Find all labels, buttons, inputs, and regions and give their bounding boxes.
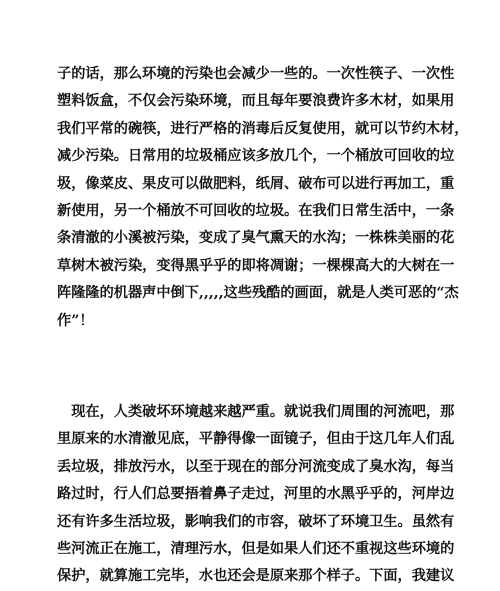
text-line: 保护，就算施工完毕，水也还会是原来那个样子。下面，我建议 bbox=[57, 568, 455, 585]
text-line: 圾，像菜皮、果皮可以做肥料，纸屑、破布可以进行再加工，重 bbox=[57, 175, 455, 192]
text-line: 阵隆隆的机器声中倒下,,,,,这些残酷的画面，就是人类可恶的“杰 bbox=[57, 285, 459, 302]
text-line: 作”！ bbox=[57, 312, 94, 329]
paragraph-2 bbox=[57, 399, 455, 591]
text-line: 我们平常的碗筷，进行严格的消毒后反复使用，就可以节约木材， bbox=[57, 120, 469, 137]
text-line: 草树木被污染，变得黑乎乎的即将凋谢；一棵棵高大的大树在一 bbox=[57, 257, 455, 274]
text-line: 里原来的水清澈见底，平静得像一面镜子，但由于这几年人们乱 bbox=[57, 431, 455, 448]
text-line: 现在，人类破坏环境越来越严重。就说我们周围的河流吧，那 bbox=[57, 404, 455, 420]
text-line: 减少污染。日常用的垃圾桶应该多放几个，一个桶放可回收的垃 bbox=[57, 148, 455, 165]
text-line: 些河流正在施工，清理污水，但是如果人们还不重视这些环境的 bbox=[57, 540, 455, 557]
text-line: 新使用，另一个桶放不可回收的垃圾。在我们日常生活中，一条 bbox=[57, 202, 455, 219]
text-line: 还有许多生活垃圾，影响我们的市容，破坏了环境卫生。虽然有 bbox=[57, 513, 455, 530]
text-line: 子的话，那么环境的污染也会减少一些的。一次性筷子、一次性 bbox=[57, 66, 455, 82]
text-line: 塑料饭盒，不仅会污染环境，而且每年要浪费许多木材，如果用 bbox=[57, 93, 455, 110]
text-line: 条清澈的小溪被污染，变成了臭气熏天的水沟；一株株美丽的花 bbox=[57, 230, 455, 247]
text-line: 路过时，行人们总要捂着鼻子走过，河里的水黑乎乎的，河岸边 bbox=[57, 486, 455, 503]
text-line: 丢垃圾，排放污水，以至于现在的部分河流变成了臭水沟，每当 bbox=[57, 458, 455, 475]
paragraph-1 bbox=[57, 61, 469, 335]
